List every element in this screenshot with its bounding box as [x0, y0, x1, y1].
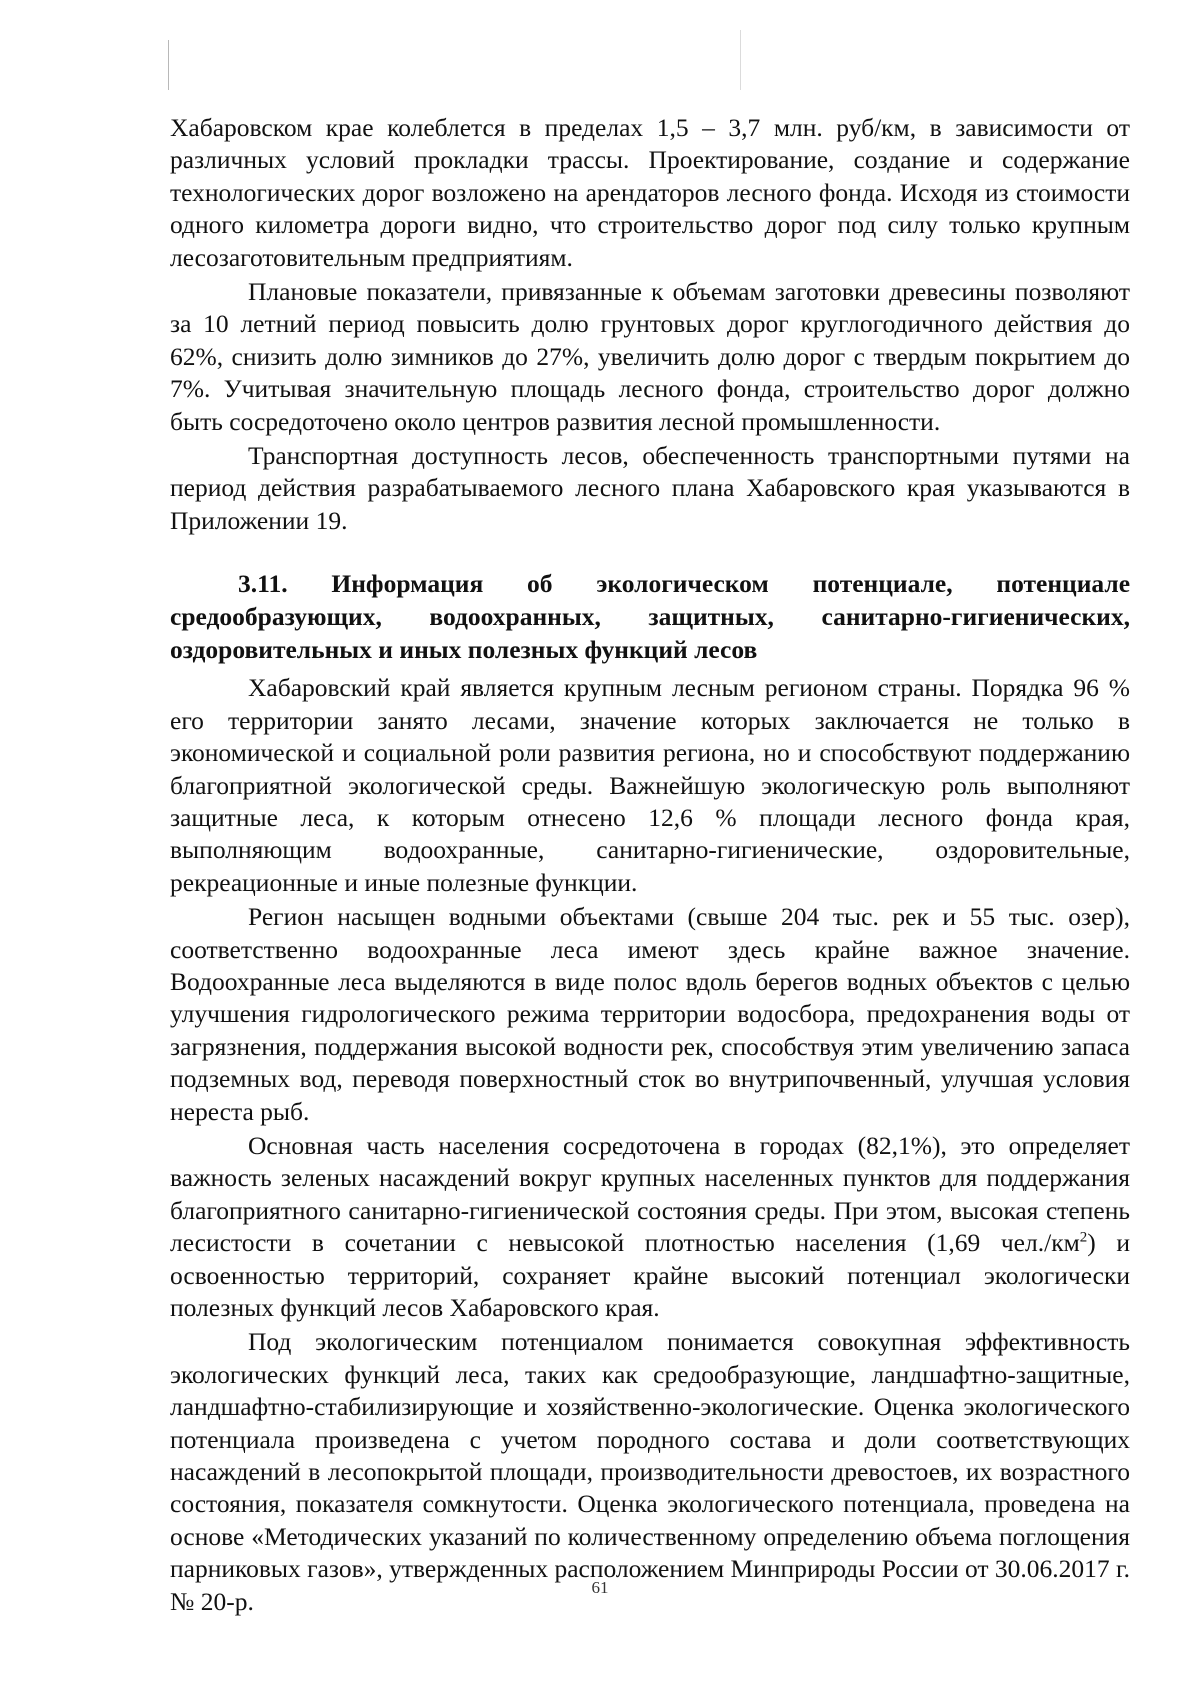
paragraph-forest-region: Хабаровский край является крупным лесным регионом страны. Порядка 96 % его территории занято лесами, значение которых заключается не только в экономической и социальной роли развития региона, но и способствуют поддержанию благоприятной экологической среды. Важнейшую экологическую роль выполняют защитные леса, к которым отнесено 12,6 % площади лесного фонда края, выполняющим водоохранные, санитарно-гигиенические, оздоровительные, рекреационные и иные полезные функции. — [170, 673, 1130, 897]
section-number: 3.11. — [238, 569, 288, 599]
paragraph-planned-indicators: Плановые показатели, привязанные к объемам заготовки древесины позволяют за 10 летний период повысить долю грунтовых дорог круглогодичного действия до 62%, снизить долю зимников до 27%, увеличить долю дорог с твердым покрытием до 7%. Учитывая значительную площадь лесного фонда, строительство дорог должно быть сосредоточено около центров развития лесной промышленности. — [170, 277, 1130, 436]
section-heading — [170, 567, 1130, 666]
page-number: 61 — [591, 1578, 609, 1597]
scan-artifact — [168, 40, 169, 90]
paragraph-transport-access: Транспортная доступность лесов, обеспеченность транспортными путями на период действия разрабатываемого лесного плана Хабаровского края указываются в Приложении 19. — [170, 441, 1130, 535]
superscript-2: 2 — [1079, 1229, 1088, 1246]
scan-artifact — [740, 30, 741, 90]
paragraph-ecological-potential: Под экологическим потенциалом понимается совокупная эффективность экологических функций леса, таких как средообразующие, ландшафтно-защитные, ландшафтно-стабилизирующие и хозяйственно-экологические. Оценка экологического потенциала произведена с учетом породного состава и доли соответствующих насаждений в лесопокрытой площади, производительности древостоев, их возрастного состояния, показателя сомкнутости. Оценка экологического потенциала, проведена на основе «Методических указаний по количественному определению объема поглощения парниковых газов», утвержденных расположением Минприроды России от 30.06.2017 г. № 20-р. — [170, 1327, 1130, 1616]
population-text-part1: Основная часть населения сосредоточена в городах (82,1%), это определяет важность зеленых насаждений вокруг крупных населенных пунктов для поддержания благоприятного санитарно-гигиенической состояния среды. При этом, высокая степень лесистости в сочетании с невысокой плотностью населения (1,69 чел./км — [170, 1130, 1130, 1258]
paragraph-road-cost: Хабаровском крае колеблется в пределах 1,5 – 3,7 млн. руб/км, в зависимости от различных условий прокладки трассы. Проектирование, создание и содержание технологических дорог возложено на арендаторов лесного фонда. Исходя из стоимости одного километра дороги видно, что строительство дорог под силу только крупным лесозаготовительным предприятиям. — [170, 113, 1130, 272]
population-text-part2: ) и освоенностью территорий, сохраняет крайне высокий потенциал экологически полезных функций лесов Хабаровского края. — [170, 1228, 1130, 1322]
paragraph-population — [170, 1130, 1130, 1324]
paragraph-water-objects: Регион насыщен водными объектами (свыше 204 тыс. рек и 55 тыс. озер), соответственно водоохранные леса имеют здесь крайне важное значение. Водоохранные леса выделяются в виде полос вдоль берегов водных объектов с целью улучшения гидрологического режима территории водосбора, предохранения воды от загрязнения, поддержания высокой водности рек, способствуя этим увеличению запаса подземных вод, переводя поверхностный сток во внутрипочвенный, улучшая условия нереста рыб. — [170, 902, 1130, 1126]
section-title: Информация об экологическом потенциале, потенциале средообразующих, водоохранных, защитных, санитарно-гигиенических, оздоровительных и иных полезных функций лесов — [170, 569, 1131, 665]
document-body — [170, 112, 1130, 1620]
